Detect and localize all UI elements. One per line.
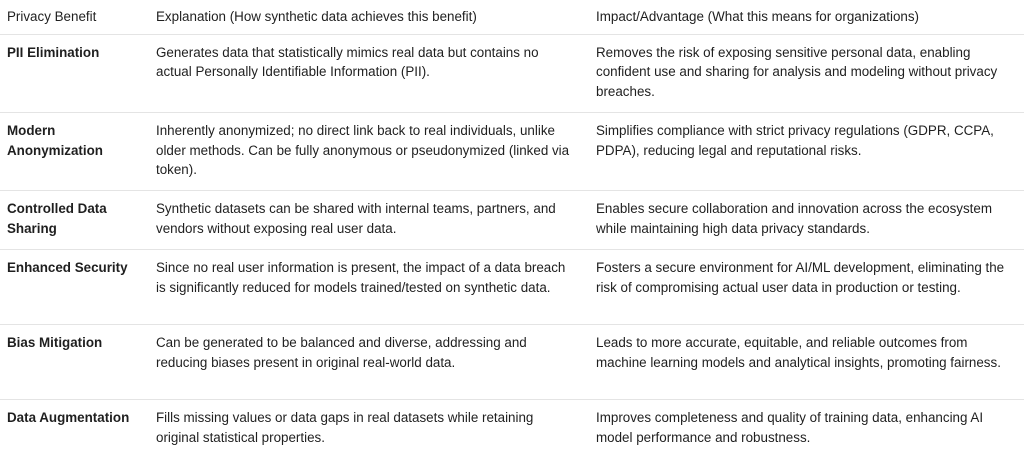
table-row <box>0 34 1024 112</box>
benefit-cell: Data Augmentation <box>7 409 130 425</box>
table-row <box>0 324 1024 399</box>
explanation-cell: Generates data that statistically mimics real data but contains no actual Personally Identifiable Information (PII). <box>156 44 539 80</box>
benefit-cell: Modern Anonymization <box>7 122 103 158</box>
explanation-cell: Can be generated to be balanced and diverse, addressing and reducing biases present in original real-world data. <box>156 334 527 370</box>
benefit-cell: Enhanced Security <box>7 259 128 275</box>
explanation-cell: Since no real user information is present, the impact of a data breach is significantly reduced for models trained/tested on synthetic data. <box>156 259 566 295</box>
header-explanation: Explanation (How synthetic data achieves this benefit) <box>156 9 477 24</box>
explanation-cell: Inherently anonymized; no direct link back to real individuals, unlike older methods. Can be fully anonymous or pseudonymized (linked via token). <box>156 122 570 178</box>
impact-cell: Enables secure collaboration and innovation across the ecosystem while maintaining high data privacy standards. <box>596 201 992 237</box>
explanation-cell: Synthetic datasets can be shared with internal teams, partners, and vendors without exposing real user data. <box>156 201 556 237</box>
impact-cell: Leads to more accurate, equitable, and reliable outcomes from machine learning models and analytical insights, promoting fairness. <box>596 334 1001 370</box>
header-benefit: Privacy Benefit <box>7 9 97 24</box>
impact-cell: Improves completeness and quality of training data, enhancing AI model performance and robustness. <box>596 409 984 445</box>
table-row <box>0 191 1024 250</box>
table-body <box>0 34 1024 457</box>
table-row <box>0 399 1024 457</box>
benefit-cell: Controlled Data Sharing <box>7 201 107 237</box>
impact-cell: Simplifies compliance with strict privacy regulations (GDPR, CCPA, PDPA), reducing legal and reputational risks. <box>596 122 994 158</box>
header-row <box>0 0 1024 34</box>
table-row <box>0 112 1024 190</box>
impact-cell: Fosters a secure environment for AI/ML development, eliminating the risk of compromising actual user data in production or testing. <box>596 259 1005 295</box>
table-header <box>0 0 1024 34</box>
table-row <box>0 249 1024 324</box>
benefit-cell: Bias Mitigation <box>7 334 103 350</box>
benefit-cell: PII Elimination <box>7 44 100 60</box>
impact-cell: Removes the risk of exposing sensitive personal data, enabling confident use and sharing for analysis and modeling without privacy breaches. <box>596 44 998 100</box>
header-impact: Impact/Advantage (What this means for organizations) <box>596 9 920 24</box>
explanation-cell: Fills missing values or data gaps in real datasets while retaining original statistical properties. <box>156 409 534 445</box>
